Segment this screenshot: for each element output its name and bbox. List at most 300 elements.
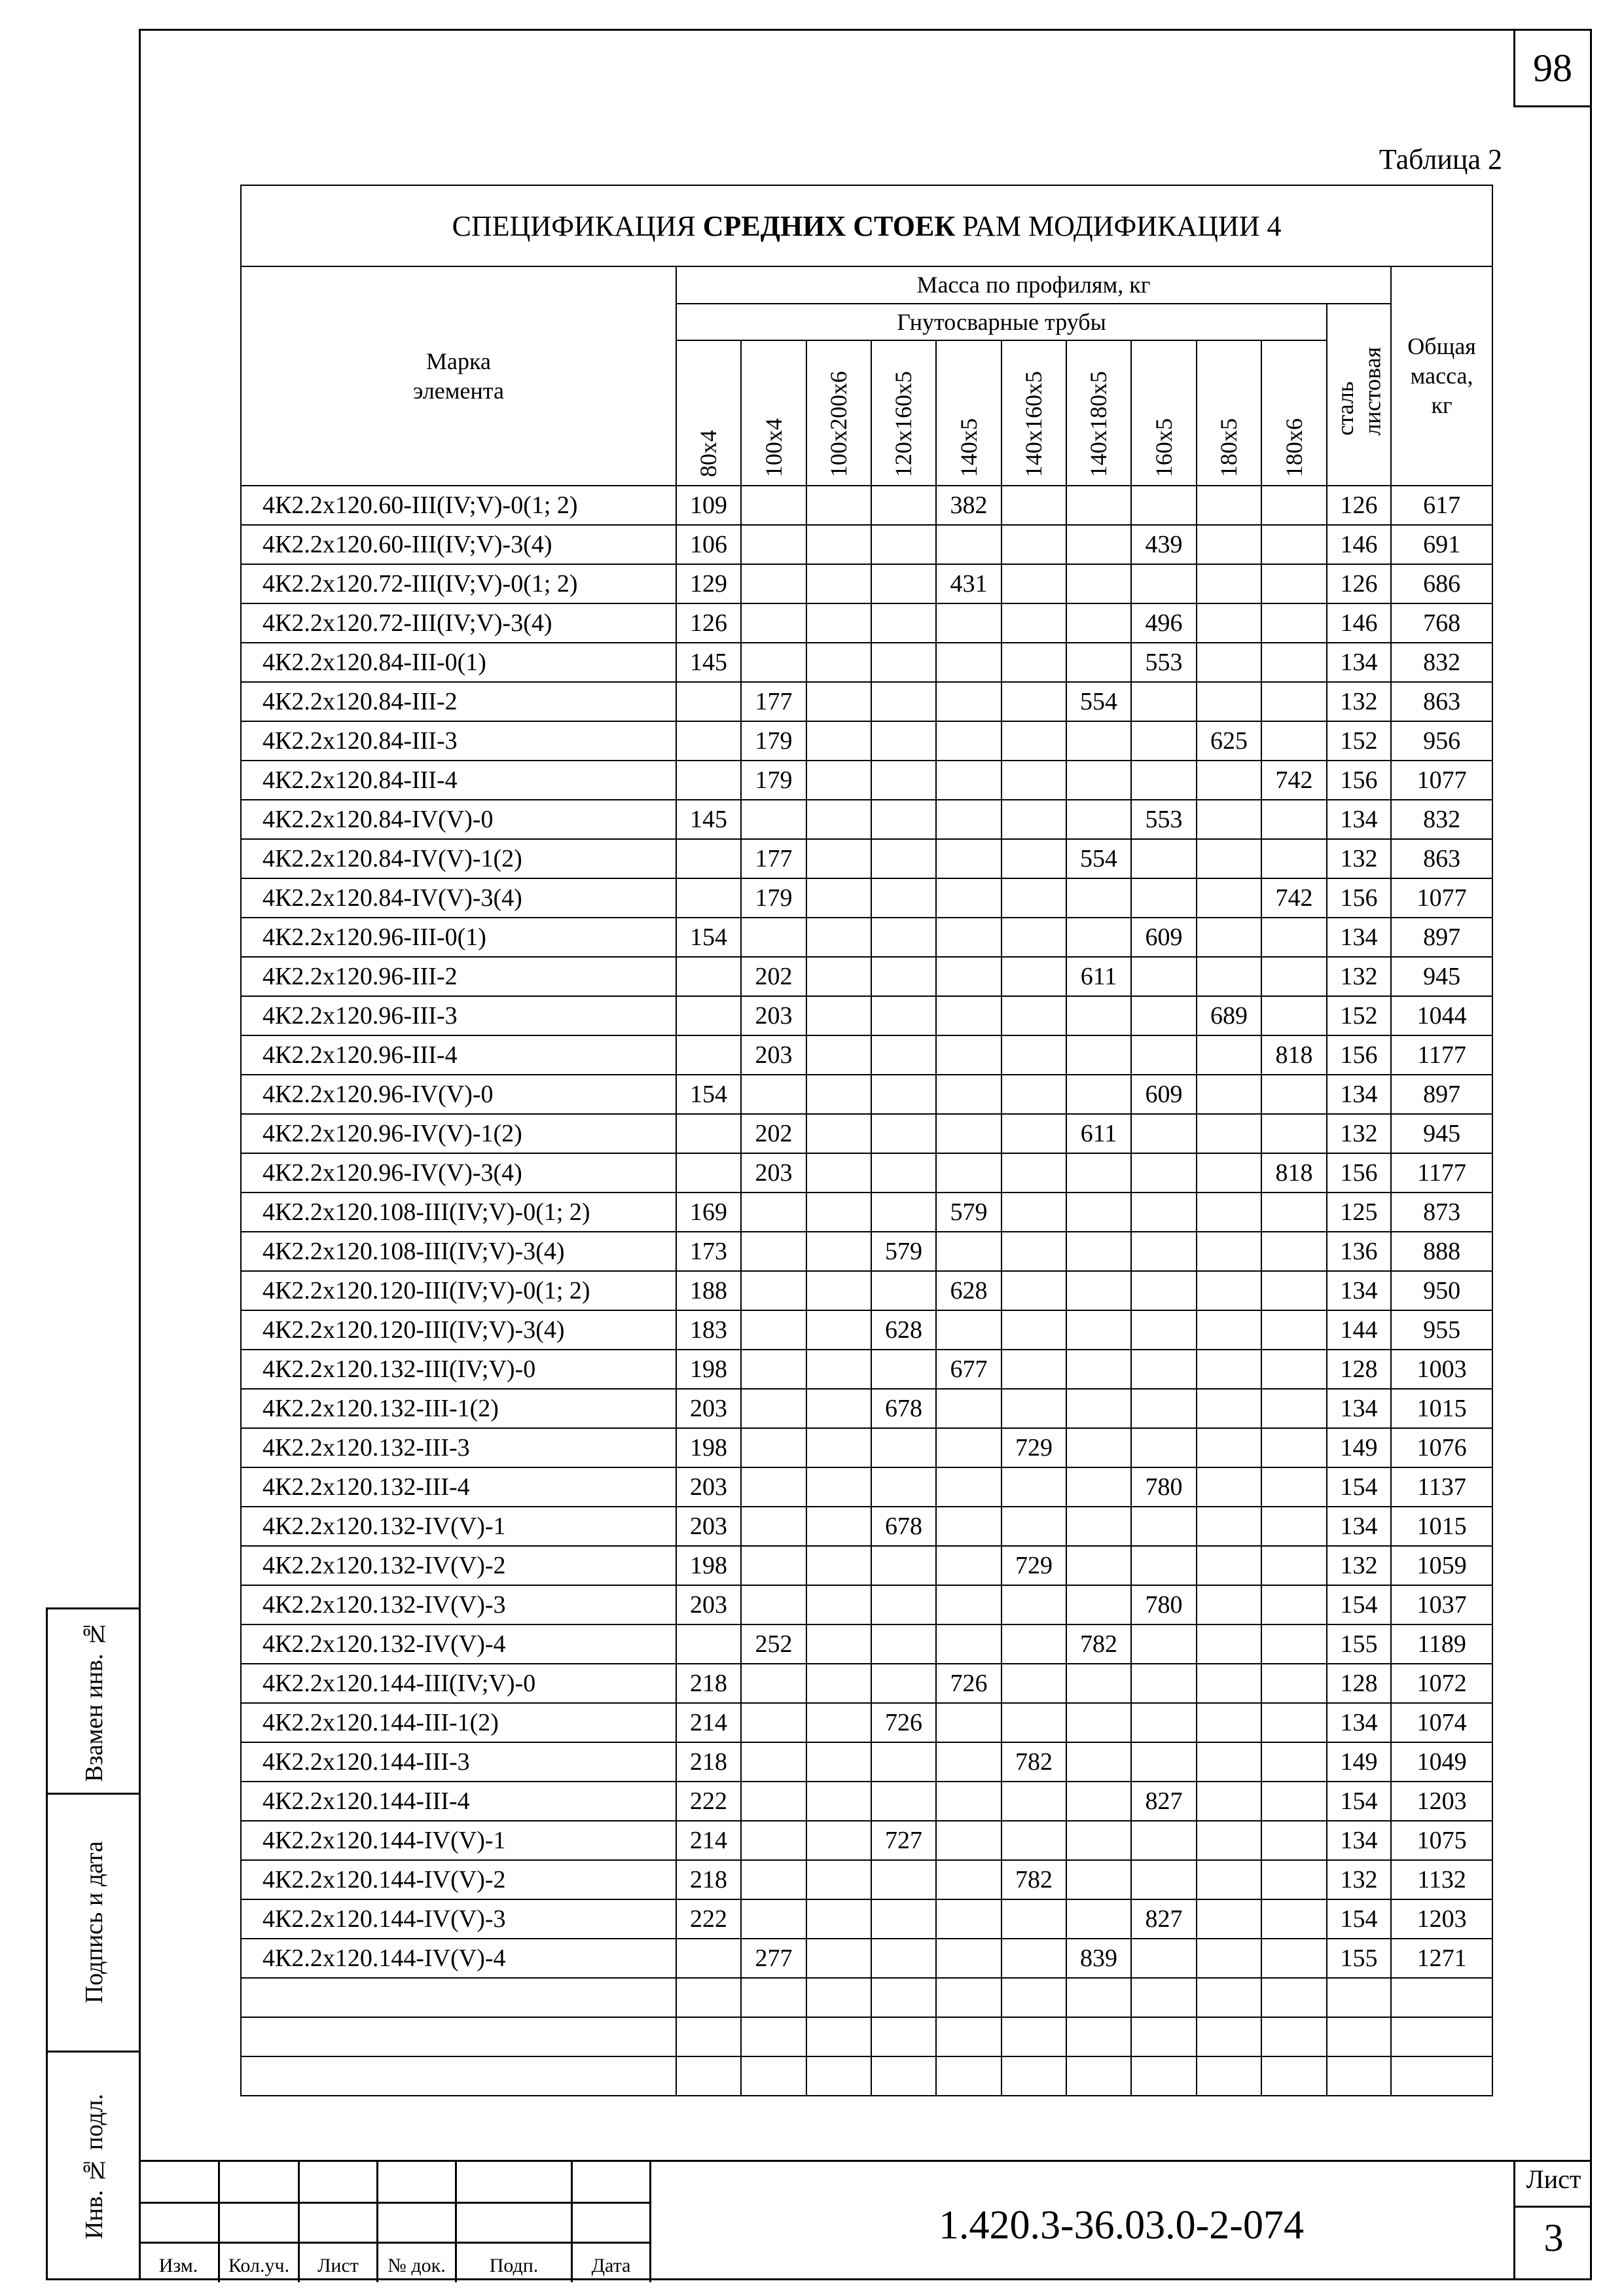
profile-mass xyxy=(1001,1193,1066,1232)
profile-mass xyxy=(1001,1035,1066,1075)
profile-mass xyxy=(806,1507,871,1546)
profile-mass xyxy=(871,2056,936,2096)
element-mark: 4К2.2х120.96-III-3 xyxy=(241,996,676,1035)
table-row xyxy=(241,1664,1492,1703)
stamp-col-kol: Кол.уч. xyxy=(220,2162,300,2282)
profile-mass xyxy=(806,1389,871,1428)
profile-mass xyxy=(871,1782,936,1821)
table-row xyxy=(241,1271,1492,1310)
profile-mass: 154 xyxy=(676,1075,741,1114)
profile-mass xyxy=(1131,1271,1197,1310)
profile-mass xyxy=(1261,1193,1327,1232)
total-mass: 1037 xyxy=(1391,1585,1492,1624)
profile-mass xyxy=(871,800,936,839)
profile-mass: 827 xyxy=(1131,1782,1197,1821)
profile-mass xyxy=(1066,918,1131,957)
profile-mass xyxy=(1066,1821,1131,1860)
profile-mass xyxy=(741,525,806,564)
profile-mass xyxy=(1197,1742,1261,1782)
profile-mass xyxy=(741,1428,806,1467)
profile-mass xyxy=(741,564,806,603)
table-row xyxy=(241,721,1492,761)
profile-mass: 177 xyxy=(741,682,806,721)
profile-mass xyxy=(676,1939,741,1978)
sheet-steel-mass: 134 xyxy=(1327,1389,1391,1428)
profile-mass: 188 xyxy=(676,1271,741,1310)
sheet-steel-mass: 146 xyxy=(1327,525,1391,564)
profile-mass xyxy=(1261,1624,1327,1664)
profile-mass: 431 xyxy=(936,564,1001,603)
total-mass: 1072 xyxy=(1391,1664,1492,1703)
profile-mass: 579 xyxy=(936,1193,1001,1232)
profile-mass xyxy=(741,1310,806,1350)
bent-welded-pipes-header: Гнутосварные трубы xyxy=(676,304,1327,340)
table-row xyxy=(241,1467,1492,1507)
total-mass: 955 xyxy=(1391,1310,1492,1350)
sheet-steel-mass: 126 xyxy=(1327,564,1391,603)
profile-mass xyxy=(806,878,871,918)
profile-mass: 827 xyxy=(1131,1899,1197,1939)
profile-mass xyxy=(871,1939,936,1978)
total-mass: 1015 xyxy=(1391,1389,1492,1428)
profile-mass xyxy=(1066,2017,1131,2056)
element-mark: 4К2.2х120.144-III-3 xyxy=(241,1742,676,1782)
profile-mass xyxy=(1001,1899,1066,1939)
profile-mass: 214 xyxy=(676,1703,741,1742)
profile-mass xyxy=(676,682,741,721)
profile-mass xyxy=(741,1075,806,1114)
profile-mass xyxy=(936,1546,1001,1585)
total-mass: 1074 xyxy=(1391,1703,1492,1742)
element-mark: 4К2.2х120.144-IV(V)-2 xyxy=(241,1860,676,1899)
profile-mass xyxy=(806,1193,871,1232)
sheet-steel-mass: 154 xyxy=(1327,1467,1391,1507)
profile-mass xyxy=(806,957,871,996)
profile-mass xyxy=(1261,1742,1327,1782)
profile-mass xyxy=(1066,761,1131,800)
total-mass: 863 xyxy=(1391,682,1492,721)
profile-mass: 203 xyxy=(741,1153,806,1193)
profile-mass xyxy=(871,1350,936,1389)
profile-mass: 198 xyxy=(676,1350,741,1389)
total-mass: 945 xyxy=(1391,1114,1492,1153)
profile-mass xyxy=(1001,1939,1066,1978)
profile-mass xyxy=(806,1035,871,1075)
profile-mass xyxy=(936,1978,1001,2017)
total-mass: 1137 xyxy=(1391,1467,1492,1507)
profile-mass xyxy=(1197,1703,1261,1742)
profile-mass: 496 xyxy=(1131,603,1197,643)
profile-mass xyxy=(1261,1310,1327,1350)
profile-mass: 179 xyxy=(741,761,806,800)
profile-mass xyxy=(936,1860,1001,1899)
profile-mass xyxy=(936,1153,1001,1193)
profile-mass: 202 xyxy=(741,1114,806,1153)
profile-mass xyxy=(1261,996,1327,1035)
element-mark: 4К2.2х120.96-III-2 xyxy=(241,957,676,996)
sheet-steel-mass: 155 xyxy=(1327,1939,1391,1978)
profile-mass xyxy=(1001,996,1066,1035)
profile-mass xyxy=(1261,1664,1327,1703)
profile-mass xyxy=(1001,682,1066,721)
sheet-steel-mass: 134 xyxy=(1327,1703,1391,1742)
sheet-steel-mass xyxy=(1327,2017,1391,2056)
profile-mass: 678 xyxy=(871,1507,936,1546)
profile-mass xyxy=(741,1585,806,1624)
profile-mass xyxy=(806,761,871,800)
total-mass: 956 xyxy=(1391,721,1492,761)
profile-mass xyxy=(871,878,936,918)
table-row xyxy=(241,1035,1492,1075)
sheet-steel-mass: 155 xyxy=(1327,1624,1391,1664)
profile-mass xyxy=(806,564,871,603)
sheet-steel-mass: 134 xyxy=(1327,918,1391,957)
profile-mass xyxy=(871,1271,936,1310)
sheet-steel-mass: 146 xyxy=(1327,603,1391,643)
total-mass: 1077 xyxy=(1391,761,1492,800)
profile-mass xyxy=(1066,1742,1131,1782)
profile-mass xyxy=(871,1153,936,1193)
profile-mass xyxy=(1001,1232,1066,1271)
profile-mass xyxy=(1131,761,1197,800)
profile-mass xyxy=(806,996,871,1035)
total-mass-header: Общая масса, кг xyxy=(1391,266,1492,486)
sheet-steel-mass: 134 xyxy=(1327,1821,1391,1860)
total-mass: 945 xyxy=(1391,957,1492,996)
profile-mass xyxy=(1001,1585,1066,1624)
profile-mass xyxy=(1001,1350,1066,1389)
element-mark: 4К2.2х120.84-III-2 xyxy=(241,682,676,721)
profile-mass xyxy=(871,1624,936,1664)
profile-mass xyxy=(806,2056,871,2096)
stamp-col-izm: Изм. xyxy=(139,2162,220,2282)
element-mark: 4К2.2х120.144-IV(V)-4 xyxy=(241,1939,676,1978)
table-row xyxy=(241,682,1492,721)
page-number: 98 xyxy=(1513,29,1592,107)
profile-mass xyxy=(936,1114,1001,1153)
sheet-steel-mass: 134 xyxy=(1327,643,1391,682)
element-mark: 4К2.2х120.144-III-4 xyxy=(241,1782,676,1821)
profile-mass xyxy=(936,878,1001,918)
profile-mass xyxy=(741,1467,806,1507)
profile-mass: 625 xyxy=(1197,721,1261,761)
element-mark: 4К2.2х120.120-III(IV;V)-3(4) xyxy=(241,1310,676,1350)
profile-mass xyxy=(1197,1389,1261,1428)
profile-mass xyxy=(1261,1350,1327,1389)
sheet-steel-mass: 136 xyxy=(1327,1232,1391,1271)
profile-mass xyxy=(1197,1782,1261,1821)
profile-mass xyxy=(1197,1428,1261,1467)
profile-mass xyxy=(1197,1467,1261,1507)
profile-mass xyxy=(1001,1271,1066,1310)
profile-mass xyxy=(1197,2017,1261,2056)
profile-mass xyxy=(806,1703,871,1742)
profile-mass xyxy=(741,486,806,525)
total-mass: 1075 xyxy=(1391,1821,1492,1860)
profile-mass xyxy=(1197,603,1261,643)
profile-header: 120х160х5 xyxy=(871,340,936,486)
profile-mass: 177 xyxy=(741,839,806,878)
stamp-col-doc: № док. xyxy=(378,2162,457,2282)
profile-mass xyxy=(1131,1978,1197,2017)
profile-mass xyxy=(936,1035,1001,1075)
profile-mass: 818 xyxy=(1261,1035,1327,1075)
profile-mass xyxy=(806,643,871,682)
profile-mass: 727 xyxy=(871,1821,936,1860)
profile-header: 140х160х5 xyxy=(1001,340,1066,486)
profile-mass xyxy=(1197,1978,1261,2017)
table-row xyxy=(241,1585,1492,1624)
profile-mass xyxy=(1197,761,1261,800)
profile-mass xyxy=(936,2017,1001,2056)
profile-mass xyxy=(936,918,1001,957)
profile-mass xyxy=(1131,1742,1197,1782)
profile-mass xyxy=(741,1664,806,1703)
element-mark: 4К2.2х120.96-IV(V)-3(4) xyxy=(241,1153,676,1193)
profile-header: 140х5 xyxy=(936,340,1001,486)
profile-mass xyxy=(1197,486,1261,525)
profile-mass: 780 xyxy=(1131,1467,1197,1507)
profile-mass xyxy=(1001,2017,1066,2056)
element-mark: 4К2.2х120.132-III-1(2) xyxy=(241,1389,676,1428)
profile-mass xyxy=(1197,1153,1261,1193)
profile-mass: 780 xyxy=(1131,1585,1197,1624)
profile-mass xyxy=(871,761,936,800)
document-number: 1.420.3-36.03.0-2-074 xyxy=(939,2202,1304,2248)
profile-mass xyxy=(1001,721,1066,761)
element-mark: 4К2.2х120.144-III(IV;V)-0 xyxy=(241,1664,676,1703)
profile-mass xyxy=(936,603,1001,643)
profile-mass xyxy=(936,1821,1001,1860)
table-row xyxy=(241,1624,1492,1664)
profile-mass xyxy=(1001,1821,1066,1860)
profile-mass xyxy=(806,1428,871,1467)
total-mass: 1177 xyxy=(1391,1153,1492,1193)
profile-mass xyxy=(1131,1546,1197,1585)
profile-mass xyxy=(936,1428,1001,1467)
profile-mass: 198 xyxy=(676,1546,741,1585)
profile-mass xyxy=(871,1035,936,1075)
profile-mass xyxy=(1261,1389,1327,1428)
profile-mass xyxy=(1066,603,1131,643)
profile-mass xyxy=(676,1153,741,1193)
profile-mass: 277 xyxy=(741,1939,806,1978)
profile-mass xyxy=(1197,1350,1261,1389)
profile-mass xyxy=(1261,839,1327,878)
profile-mass xyxy=(806,1742,871,1782)
profile-mass xyxy=(936,1703,1001,1742)
profile-mass xyxy=(1066,800,1131,839)
profile-mass xyxy=(1001,1703,1066,1742)
profile-mass xyxy=(741,2056,806,2096)
profile-mass xyxy=(806,1350,871,1389)
profile-mass xyxy=(806,1860,871,1899)
profile-mass xyxy=(1197,1939,1261,1978)
element-mark: 4К2.2х120.96-III-4 xyxy=(241,1035,676,1075)
profile-header: 160х5 xyxy=(1131,340,1197,486)
total-mass: 617 xyxy=(1391,486,1492,525)
profile-mass xyxy=(1001,1624,1066,1664)
profile-mass xyxy=(871,682,936,721)
profile-mass: 218 xyxy=(676,1860,741,1899)
profile-mass xyxy=(1066,996,1131,1035)
profile-mass xyxy=(1131,1232,1197,1271)
element-mark: 4К2.2х120.144-IV(V)-3 xyxy=(241,1899,676,1939)
profile-mass xyxy=(1066,486,1131,525)
profile-mass xyxy=(741,918,806,957)
profile-header: 180х6 xyxy=(1261,340,1327,486)
profile-mass xyxy=(936,682,1001,721)
total-mass: 1044 xyxy=(1391,996,1492,1035)
profile-mass xyxy=(1261,1860,1327,1899)
table-row xyxy=(241,1232,1492,1271)
profile-mass xyxy=(676,996,741,1035)
profile-mass xyxy=(1131,1035,1197,1075)
profile-mass xyxy=(1197,643,1261,682)
profile-mass xyxy=(1261,2017,1327,2056)
profile-mass xyxy=(1261,1585,1327,1624)
profile-mass xyxy=(1131,1860,1197,1899)
total-mass xyxy=(1391,1978,1492,2017)
profile-mass xyxy=(1131,1389,1197,1428)
profile-mass xyxy=(1131,1193,1197,1232)
profile-mass: 729 xyxy=(1001,1546,1066,1585)
profile-mass xyxy=(741,1860,806,1899)
table-row xyxy=(241,1782,1492,1821)
profile-mass xyxy=(936,996,1001,1035)
sheet-steel-mass: 152 xyxy=(1327,721,1391,761)
profile-mass: 109 xyxy=(676,486,741,525)
profile-mass xyxy=(1197,2056,1261,2096)
table-row xyxy=(241,1153,1492,1193)
total-mass: 897 xyxy=(1391,1075,1492,1114)
profile-mass xyxy=(1197,1232,1261,1271)
element-mark: 4К2.2х120.132-IV(V)-1 xyxy=(241,1507,676,1546)
profile-mass xyxy=(1197,1035,1261,1075)
profile-mass xyxy=(741,643,806,682)
profile-mass xyxy=(1001,1114,1066,1153)
profile-mass xyxy=(1261,1232,1327,1271)
profile-mass xyxy=(1066,1310,1131,1350)
profile-mass xyxy=(1197,1821,1261,1860)
profile-mass xyxy=(676,957,741,996)
profile-mass xyxy=(1197,1271,1261,1310)
sheet-steel-mass: 152 xyxy=(1327,996,1391,1035)
profile-mass: 782 xyxy=(1001,1742,1066,1782)
profile-mass xyxy=(1261,1703,1327,1742)
table-row xyxy=(241,2056,1492,2096)
profile-mass xyxy=(1261,1271,1327,1310)
sheet-label: Лист xyxy=(1526,2164,1581,2194)
profile-mass xyxy=(871,1585,936,1624)
profile-mass xyxy=(936,1624,1001,1664)
profile-mass xyxy=(741,1821,806,1860)
profile-mass xyxy=(1066,1035,1131,1075)
profile-mass xyxy=(871,721,936,761)
profile-mass xyxy=(741,1978,806,2017)
profile-mass xyxy=(806,1978,871,2017)
sheet-steel-mass: 132 xyxy=(1327,682,1391,721)
profile-mass xyxy=(871,1860,936,1899)
profile-mass xyxy=(936,1389,1001,1428)
profile-mass xyxy=(806,2017,871,2056)
profile-mass xyxy=(1131,721,1197,761)
profile-mass xyxy=(1197,682,1261,721)
profile-mass xyxy=(1197,1899,1261,1939)
sheet-steel-mass: 132 xyxy=(1327,1114,1391,1153)
profile-mass: 203 xyxy=(676,1467,741,1507)
profile-mass xyxy=(871,486,936,525)
profile-mass: 689 xyxy=(1197,996,1261,1035)
profile-mass xyxy=(806,1310,871,1350)
profile-mass xyxy=(1001,839,1066,878)
table-row xyxy=(241,1389,1492,1428)
profile-mass: 202 xyxy=(741,957,806,996)
profile-mass xyxy=(936,525,1001,564)
total-mass: 1015 xyxy=(1391,1507,1492,1546)
profile-mass xyxy=(741,1742,806,1782)
table-row xyxy=(241,800,1492,839)
profile-mass xyxy=(1197,1075,1261,1114)
profile-mass: 222 xyxy=(676,1782,741,1821)
profile-mass xyxy=(1001,1664,1066,1703)
table-row xyxy=(241,1193,1492,1232)
profile-mass xyxy=(676,878,741,918)
table-title: СПЕЦИФИКАЦИЯ СРЕДНИХ СТОЕК РАМ МОДИФИКАЦИИ 4 xyxy=(241,185,1492,266)
profile-mass: 218 xyxy=(676,1742,741,1782)
table-row xyxy=(241,525,1492,564)
profile-mass: 214 xyxy=(676,1821,741,1860)
profile-mass xyxy=(936,1507,1001,1546)
sheet-steel-mass: 128 xyxy=(1327,1350,1391,1389)
profile-mass xyxy=(871,2017,936,2056)
profile-mass xyxy=(1261,1075,1327,1114)
profile-mass: 179 xyxy=(741,721,806,761)
profile-mass: 129 xyxy=(676,564,741,603)
element-mark: 4К2.2х120.84-IV(V)-0 xyxy=(241,800,676,839)
table-row xyxy=(241,1546,1492,1585)
profile-mass xyxy=(1066,878,1131,918)
profile-mass xyxy=(806,1624,871,1664)
profile-mass xyxy=(1001,918,1066,957)
total-mass: 1132 xyxy=(1391,1860,1492,1899)
profile-mass xyxy=(1261,1978,1327,2017)
sheet-steel-mass: 132 xyxy=(1327,839,1391,878)
profile-mass xyxy=(1066,564,1131,603)
profile-mass xyxy=(1131,1350,1197,1389)
profile-mass xyxy=(936,643,1001,682)
profile-mass xyxy=(676,2017,741,2056)
profile-mass xyxy=(676,1624,741,1664)
element-mark: 4К2.2х120.132-III-3 xyxy=(241,1428,676,1467)
profile-mass xyxy=(1001,1507,1066,1546)
profile-mass xyxy=(1261,957,1327,996)
element-mark xyxy=(241,2017,676,2056)
profile-mass: 579 xyxy=(871,1232,936,1271)
profile-mass xyxy=(871,839,936,878)
profile-header: 140х180х5 xyxy=(1066,340,1131,486)
profile-mass xyxy=(871,918,936,957)
profile-mass: 203 xyxy=(676,1389,741,1428)
element-mark: 4К2.2х120.72-III(IV;V)-0(1; 2) xyxy=(241,564,676,603)
sheet-steel-mass: 134 xyxy=(1327,1075,1391,1114)
element-mark: 4К2.2х120.120-III(IV;V)-0(1; 2) xyxy=(241,1271,676,1310)
profile-mass xyxy=(1001,1467,1066,1507)
sheet-steel-mass: 134 xyxy=(1327,1271,1391,1310)
profile-mass xyxy=(1066,525,1131,564)
total-mass: 1203 xyxy=(1391,1899,1492,1939)
sheet-steel-mass: 134 xyxy=(1327,800,1391,839)
